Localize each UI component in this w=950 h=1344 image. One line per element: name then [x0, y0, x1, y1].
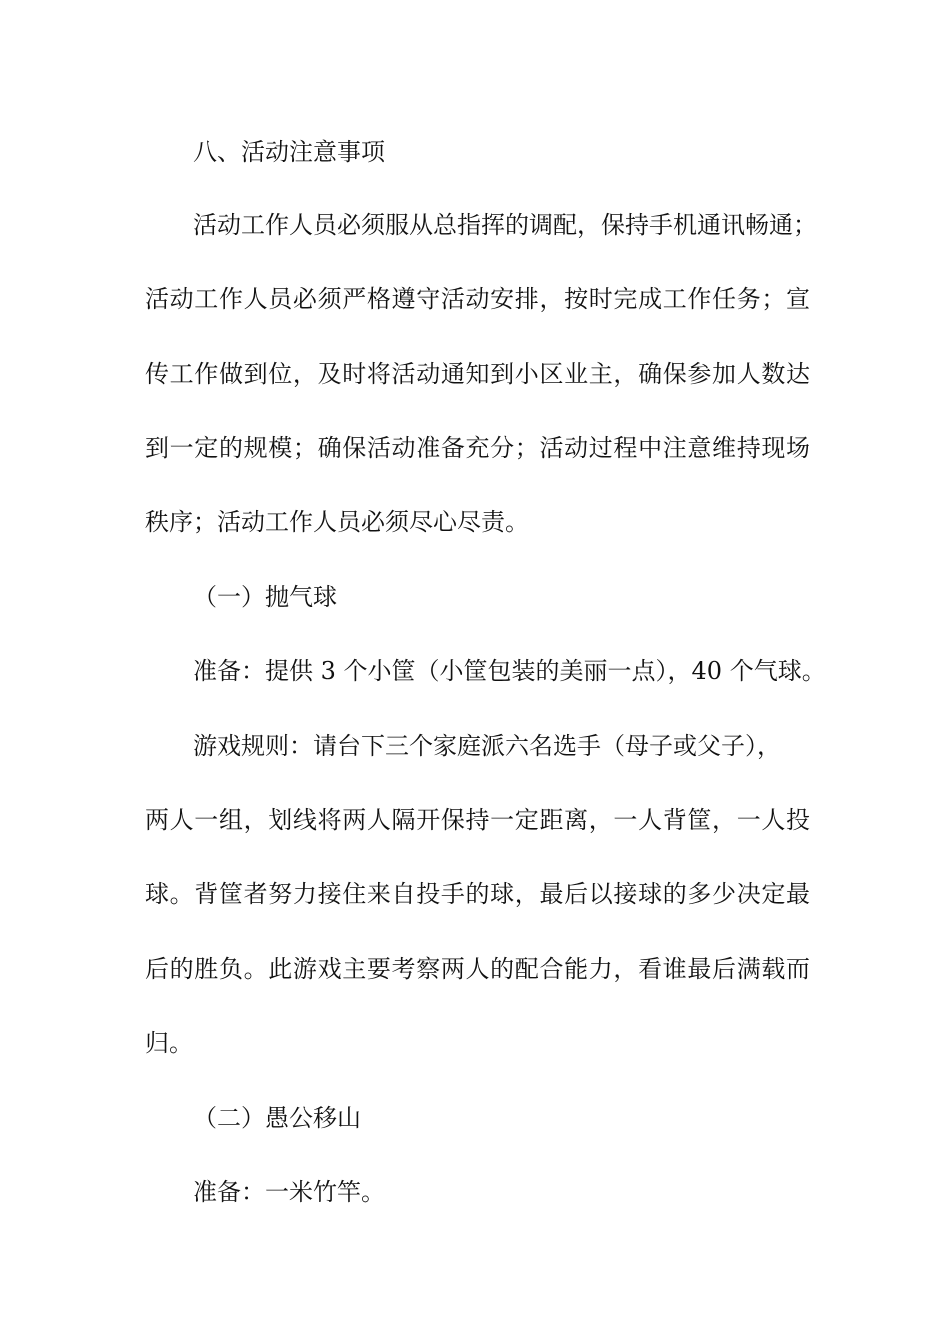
paragraph-line: 两人一组，划线将两人隔开保持一定距离，一人背筐，一人投 — [145, 806, 810, 834]
paragraph-line: 后的胜负。此游戏主要考察两人的配合能力，看谁最后满载而 — [145, 955, 810, 983]
subsection-heading: （二）愚公移山 — [193, 1104, 361, 1132]
paragraph-line: 活动工作人员必须严格遵守活动安排，按时完成工作任务；宣 — [145, 285, 810, 313]
paragraph-line: 球。背筐者努力接住来自投手的球，最后以接球的多少决定最 — [145, 880, 810, 908]
paragraph-line: 游戏规则：请台下三个家庭派六名选手（母子或父子）， — [193, 732, 781, 760]
paragraph-line: 到一定的规模；确保活动准备充分；活动过程中注意维持现场 — [145, 434, 810, 462]
paragraph-line: 归。 — [145, 1029, 193, 1057]
paragraph-line: 准备：一米竹竿。 — [193, 1178, 385, 1206]
subsection-heading: （一）抛气球 — [193, 583, 337, 611]
section-heading: 八、活动注意事项 — [193, 138, 385, 166]
paragraph-line: 活动工作人员必须服从总指挥的调配，保持手机通讯畅通； — [193, 211, 817, 239]
paragraph-line: 准备：提供 3 个小筐（小筐包装的美丽一点），40 个气球。 — [193, 657, 826, 685]
paragraph-line: 秩序；活动工作人员必须尽心尽责。 — [145, 508, 529, 536]
paragraph-line: 传工作做到位，及时将活动通知到小区业主，确保参加人数达 — [145, 360, 810, 388]
